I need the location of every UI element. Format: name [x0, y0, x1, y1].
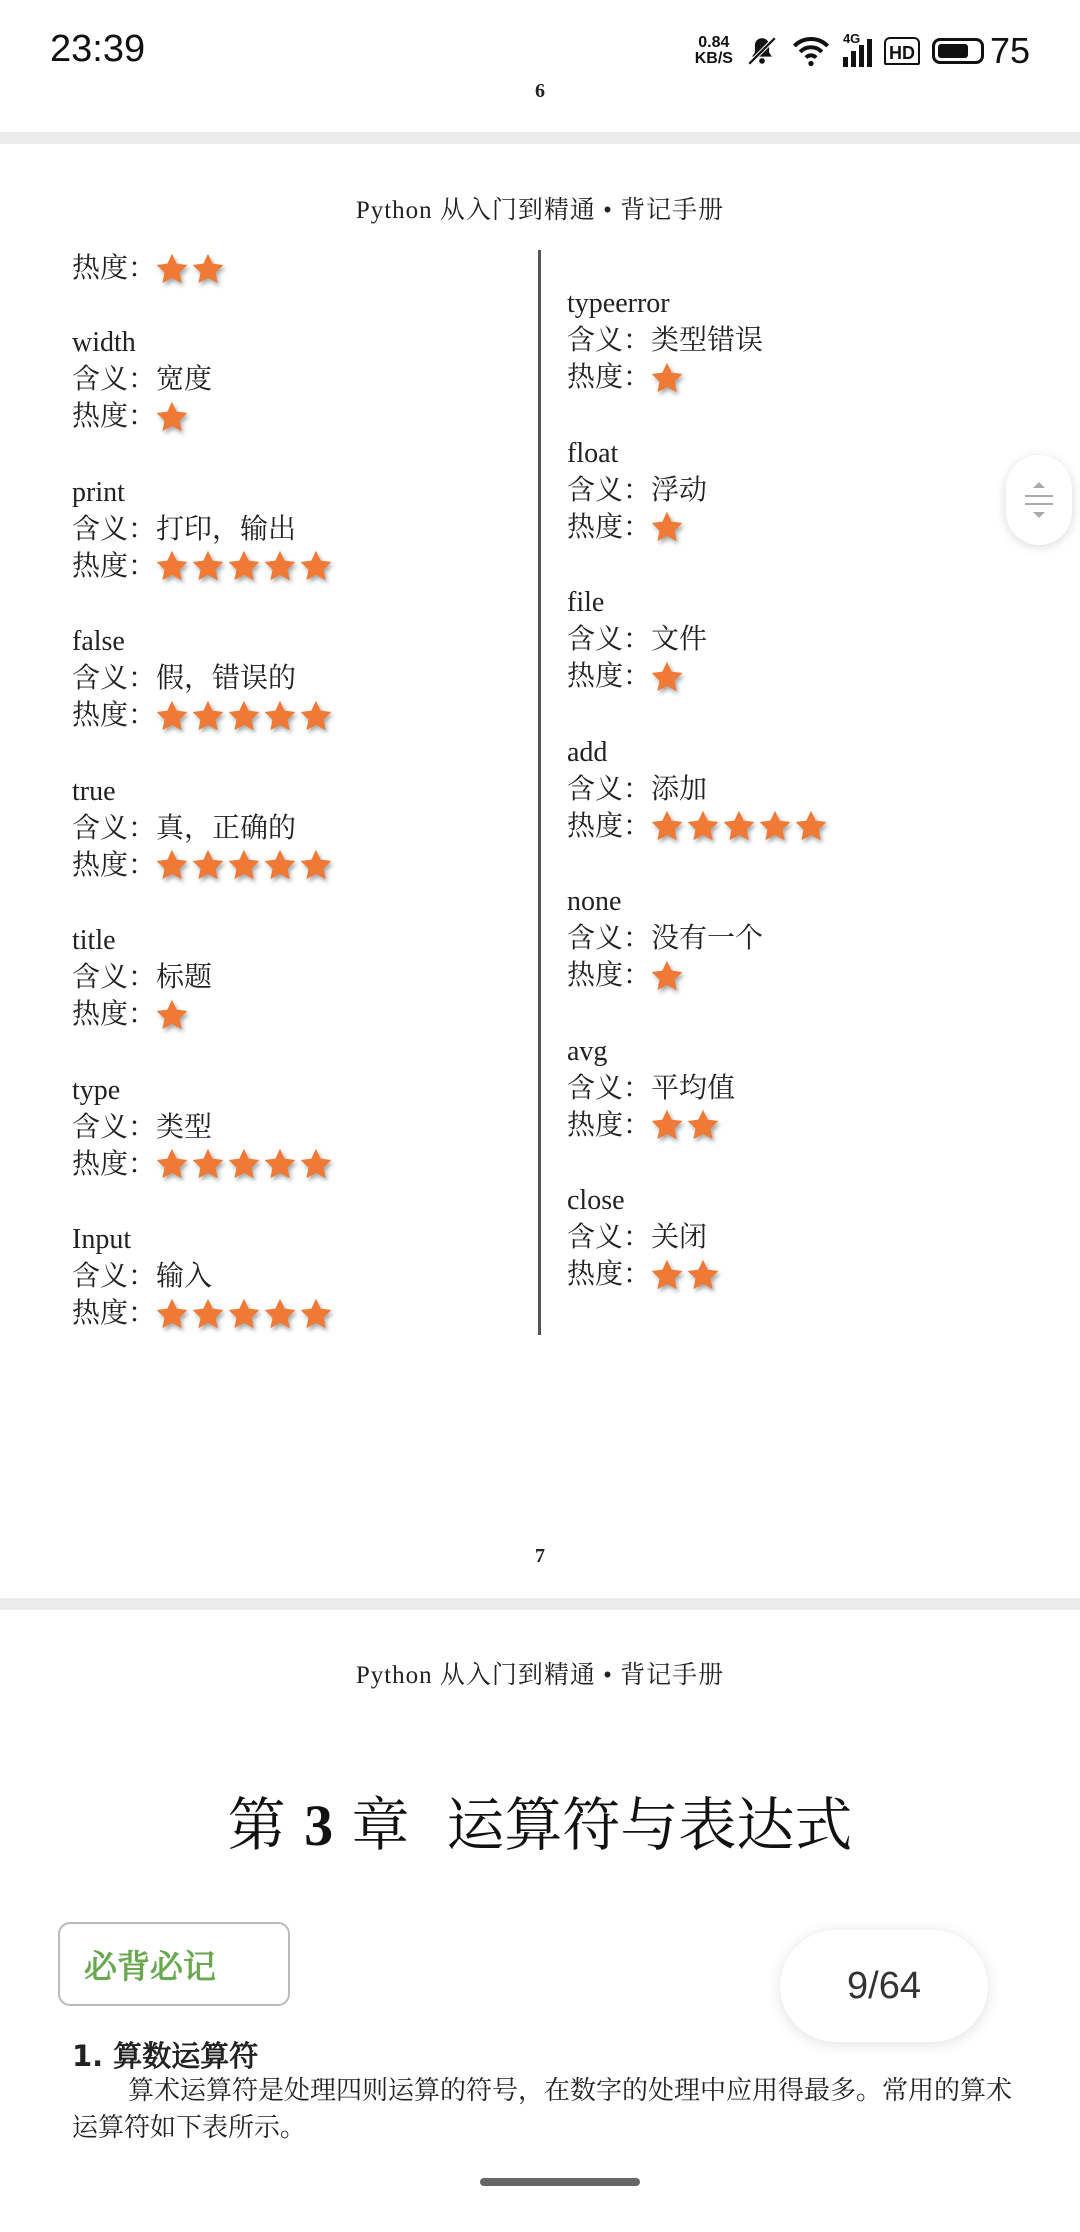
- heat-stars: [154, 997, 190, 1033]
- star-icon: [154, 1296, 190, 1332]
- vocab-heat: [72, 847, 334, 884]
- star-icon: [298, 1146, 334, 1182]
- heat-label: 热度：: [72, 1148, 157, 1180]
- vocab-word: print: [72, 476, 125, 508]
- heat-label: 热度：: [72, 700, 157, 731]
- vocab-word: none: [567, 886, 622, 917]
- signal-icon: [842, 31, 872, 67]
- vocab-word: type: [72, 1074, 121, 1106]
- star-icon: [298, 698, 334, 734]
- status-icons: [695, 30, 1030, 72]
- page-separator: [0, 132, 1080, 144]
- star-icon: [649, 808, 685, 844]
- heat-label: 热度：: [72, 253, 157, 284]
- vocab-meaning: 含义：浮动: [567, 474, 708, 506]
- heat-label: 热度：: [72, 849, 157, 881]
- vocab-meaning: 含义：关闭: [567, 1222, 708, 1253]
- star-icon: [190, 1296, 226, 1332]
- vocab-meaning: 含义：输入: [72, 1261, 213, 1292]
- vocab-heat: [567, 1107, 735, 1144]
- star-icon: [154, 698, 190, 734]
- vocab-meaning: 含义：类型: [72, 1111, 213, 1143]
- vocab-entry: [567, 584, 707, 695]
- star-icon: [793, 808, 829, 844]
- star-icon: [298, 847, 334, 883]
- heat-label: 热度：: [72, 550, 157, 582]
- vocab-entry: [72, 1221, 334, 1332]
- vocab-heat: [72, 697, 334, 734]
- star-icon: [685, 1257, 721, 1293]
- chevron-down-icon: [1032, 511, 1046, 519]
- vocab-word: false: [72, 626, 125, 657]
- vocab-heat: [72, 1295, 334, 1332]
- chapter-suffix: 章 运算符与表达式: [351, 1791, 853, 1859]
- star-icon: [190, 698, 226, 734]
- heat-stars: [649, 360, 685, 396]
- heat-label: 热度：: [567, 1109, 652, 1141]
- star-icon: [154, 997, 190, 1033]
- vocab-entry: [567, 1182, 721, 1293]
- network-speed-value: 0.84: [698, 34, 730, 51]
- vocab-entry: [72, 773, 334, 884]
- star-icon: [757, 808, 793, 844]
- chapter-title: [0, 1778, 1080, 1862]
- vocab-word: add: [567, 736, 608, 768]
- vocab-entry: [72, 250, 226, 287]
- vocab-entry: [567, 1033, 735, 1144]
- vocab-entry: [72, 474, 334, 585]
- page-counter[interactable]: 9/64: [780, 1930, 988, 2042]
- star-icon: [685, 808, 721, 844]
- heat-stars: [154, 399, 190, 435]
- vocab-entry: [72, 623, 334, 734]
- scroll-handle[interactable]: [1006, 455, 1072, 545]
- vocab-meaning: 含义：平均值: [567, 1072, 736, 1104]
- vocab-word: width: [72, 327, 136, 358]
- section-body: 算术运算符是处理四则运算的符号，在数字的处理中应用得最多。常用的算术运算符如下表所示。: [72, 2076, 1013, 2142]
- vocab-word: typeerror: [567, 288, 670, 319]
- heat-stars: [649, 1107, 721, 1143]
- star-icon: [226, 548, 262, 584]
- vocab-meaning: 含义：添加: [567, 773, 708, 805]
- heat-stars: [154, 1296, 334, 1332]
- heat-stars: [154, 698, 334, 734]
- vocab-heat: [72, 1146, 334, 1183]
- star-icon: [190, 251, 226, 287]
- heat-label: 热度：: [567, 810, 652, 842]
- must-memorize-tag: 必背必记: [58, 1922, 290, 2006]
- star-icon: [649, 360, 685, 396]
- network-speed-unit: KB/S: [694, 50, 733, 67]
- vocab-word: title: [72, 925, 116, 956]
- battery-level: 75: [989, 30, 1030, 71]
- battery-indicator: [932, 30, 1030, 72]
- network-speed: [695, 35, 733, 67]
- star-icon: [226, 1146, 262, 1182]
- vocab-meaning: 含义：文件: [567, 624, 708, 655]
- star-icon: [721, 808, 757, 844]
- heat-stars: [649, 509, 685, 545]
- heat-stars: [154, 847, 334, 883]
- star-icon: [154, 548, 190, 584]
- running-header-page8: Python 从入门到精通 • 背记手册: [355, 1662, 725, 1689]
- star-icon: [649, 659, 685, 695]
- vocab-meaning: 含义：真，正确的: [72, 812, 297, 844]
- star-icon: [154, 847, 190, 883]
- star-icon: [262, 1296, 298, 1332]
- heat-label: 热度：: [567, 960, 652, 991]
- section-title: 1. 算数运算符: [72, 2039, 259, 2073]
- vocab-heat: [567, 658, 707, 695]
- star-icon: [262, 548, 298, 584]
- star-icon: [649, 509, 685, 545]
- vocab-entry: [567, 285, 763, 396]
- star-icon: [226, 847, 262, 883]
- network-type: 4G: [842, 31, 861, 46]
- vocab-heat: [567, 359, 763, 396]
- vocab-entry: [72, 922, 212, 1033]
- vocab-meaning: 含义：没有一个: [567, 923, 764, 954]
- vocab-entry: [567, 435, 707, 546]
- hd-voice-icon: HD: [884, 37, 920, 65]
- wifi-icon: [791, 34, 831, 68]
- star-icon: [685, 1107, 721, 1143]
- chapter-prefix: 第: [227, 1791, 286, 1859]
- star-icon: [226, 698, 262, 734]
- vocab-word: true: [72, 775, 116, 807]
- heat-label: 热度：: [567, 362, 652, 393]
- battery-icon: [932, 38, 984, 64]
- heat-stars: [154, 251, 226, 287]
- star-icon: [649, 958, 685, 994]
- star-icon: [154, 251, 190, 287]
- vocab-word: Input: [72, 1224, 132, 1255]
- heat-stars: [649, 659, 685, 695]
- heat-label: 热度：: [72, 999, 157, 1030]
- page-number-6: 6: [535, 80, 545, 102]
- star-icon: [649, 1257, 685, 1293]
- heat-label: 热度：: [72, 401, 157, 432]
- vocab-meaning: 含义：打印，输出: [72, 513, 297, 545]
- vocab-entry: [72, 324, 212, 435]
- chapter-number: 3: [304, 1793, 334, 1858]
- vocab-meaning: 含义：假，错误的: [72, 663, 297, 694]
- star-icon: [190, 847, 226, 883]
- mute-bell-icon: [745, 34, 779, 68]
- vocab-heat: [72, 548, 334, 585]
- home-indicator[interactable]: [480, 2178, 640, 2186]
- star-icon: [190, 1146, 226, 1182]
- heat-stars: [154, 1146, 334, 1182]
- vocab-heat: [567, 509, 707, 546]
- vocab-word: close: [567, 1185, 625, 1216]
- star-icon: [226, 1296, 262, 1332]
- status-time: 23:39: [50, 28, 146, 70]
- heat-label: 热度：: [567, 1259, 652, 1290]
- vocab-meaning: 含义：标题: [72, 962, 213, 993]
- heat-stars: [154, 548, 334, 584]
- vocab-heat: [567, 957, 763, 994]
- vocab-heat: [72, 398, 212, 435]
- page-separator: [0, 1598, 1080, 1610]
- vocab-heat: [72, 250, 226, 287]
- heat-stars: [649, 808, 829, 844]
- vocab-heat: [567, 808, 829, 845]
- page-number-7: 7: [535, 1545, 545, 1567]
- vocab-heat: [567, 1256, 721, 1293]
- chevron-up-icon: [1032, 481, 1046, 489]
- vocab-heat: [72, 996, 212, 1033]
- vocab-entry: [567, 883, 763, 994]
- vocab-word: float: [567, 437, 619, 469]
- vocab-entry: [567, 734, 829, 845]
- star-icon: [262, 847, 298, 883]
- heat-label: 热度：: [567, 511, 652, 543]
- heat-stars: [649, 1257, 721, 1293]
- star-icon: [154, 1146, 190, 1182]
- star-icon: [649, 1107, 685, 1143]
- running-header-page7: Python 从入门到精通 • 背记手册: [355, 197, 725, 224]
- star-icon: [262, 698, 298, 734]
- star-icon: [262, 1146, 298, 1182]
- column-divider: [538, 250, 541, 1335]
- heat-stars: [649, 958, 685, 994]
- star-icon: [154, 399, 190, 435]
- star-icon: [298, 548, 334, 584]
- heat-label: 热度：: [567, 661, 652, 692]
- vocab-meaning: 含义：宽度: [72, 364, 213, 395]
- vocab-meaning: 含义：类型错误: [567, 325, 764, 356]
- heat-label: 热度：: [72, 1298, 157, 1329]
- star-icon: [298, 1296, 334, 1332]
- star-icon: [190, 548, 226, 584]
- vocab-word: avg: [567, 1035, 608, 1067]
- vocab-word: file: [567, 587, 605, 618]
- vocab-entry: [72, 1072, 334, 1183]
